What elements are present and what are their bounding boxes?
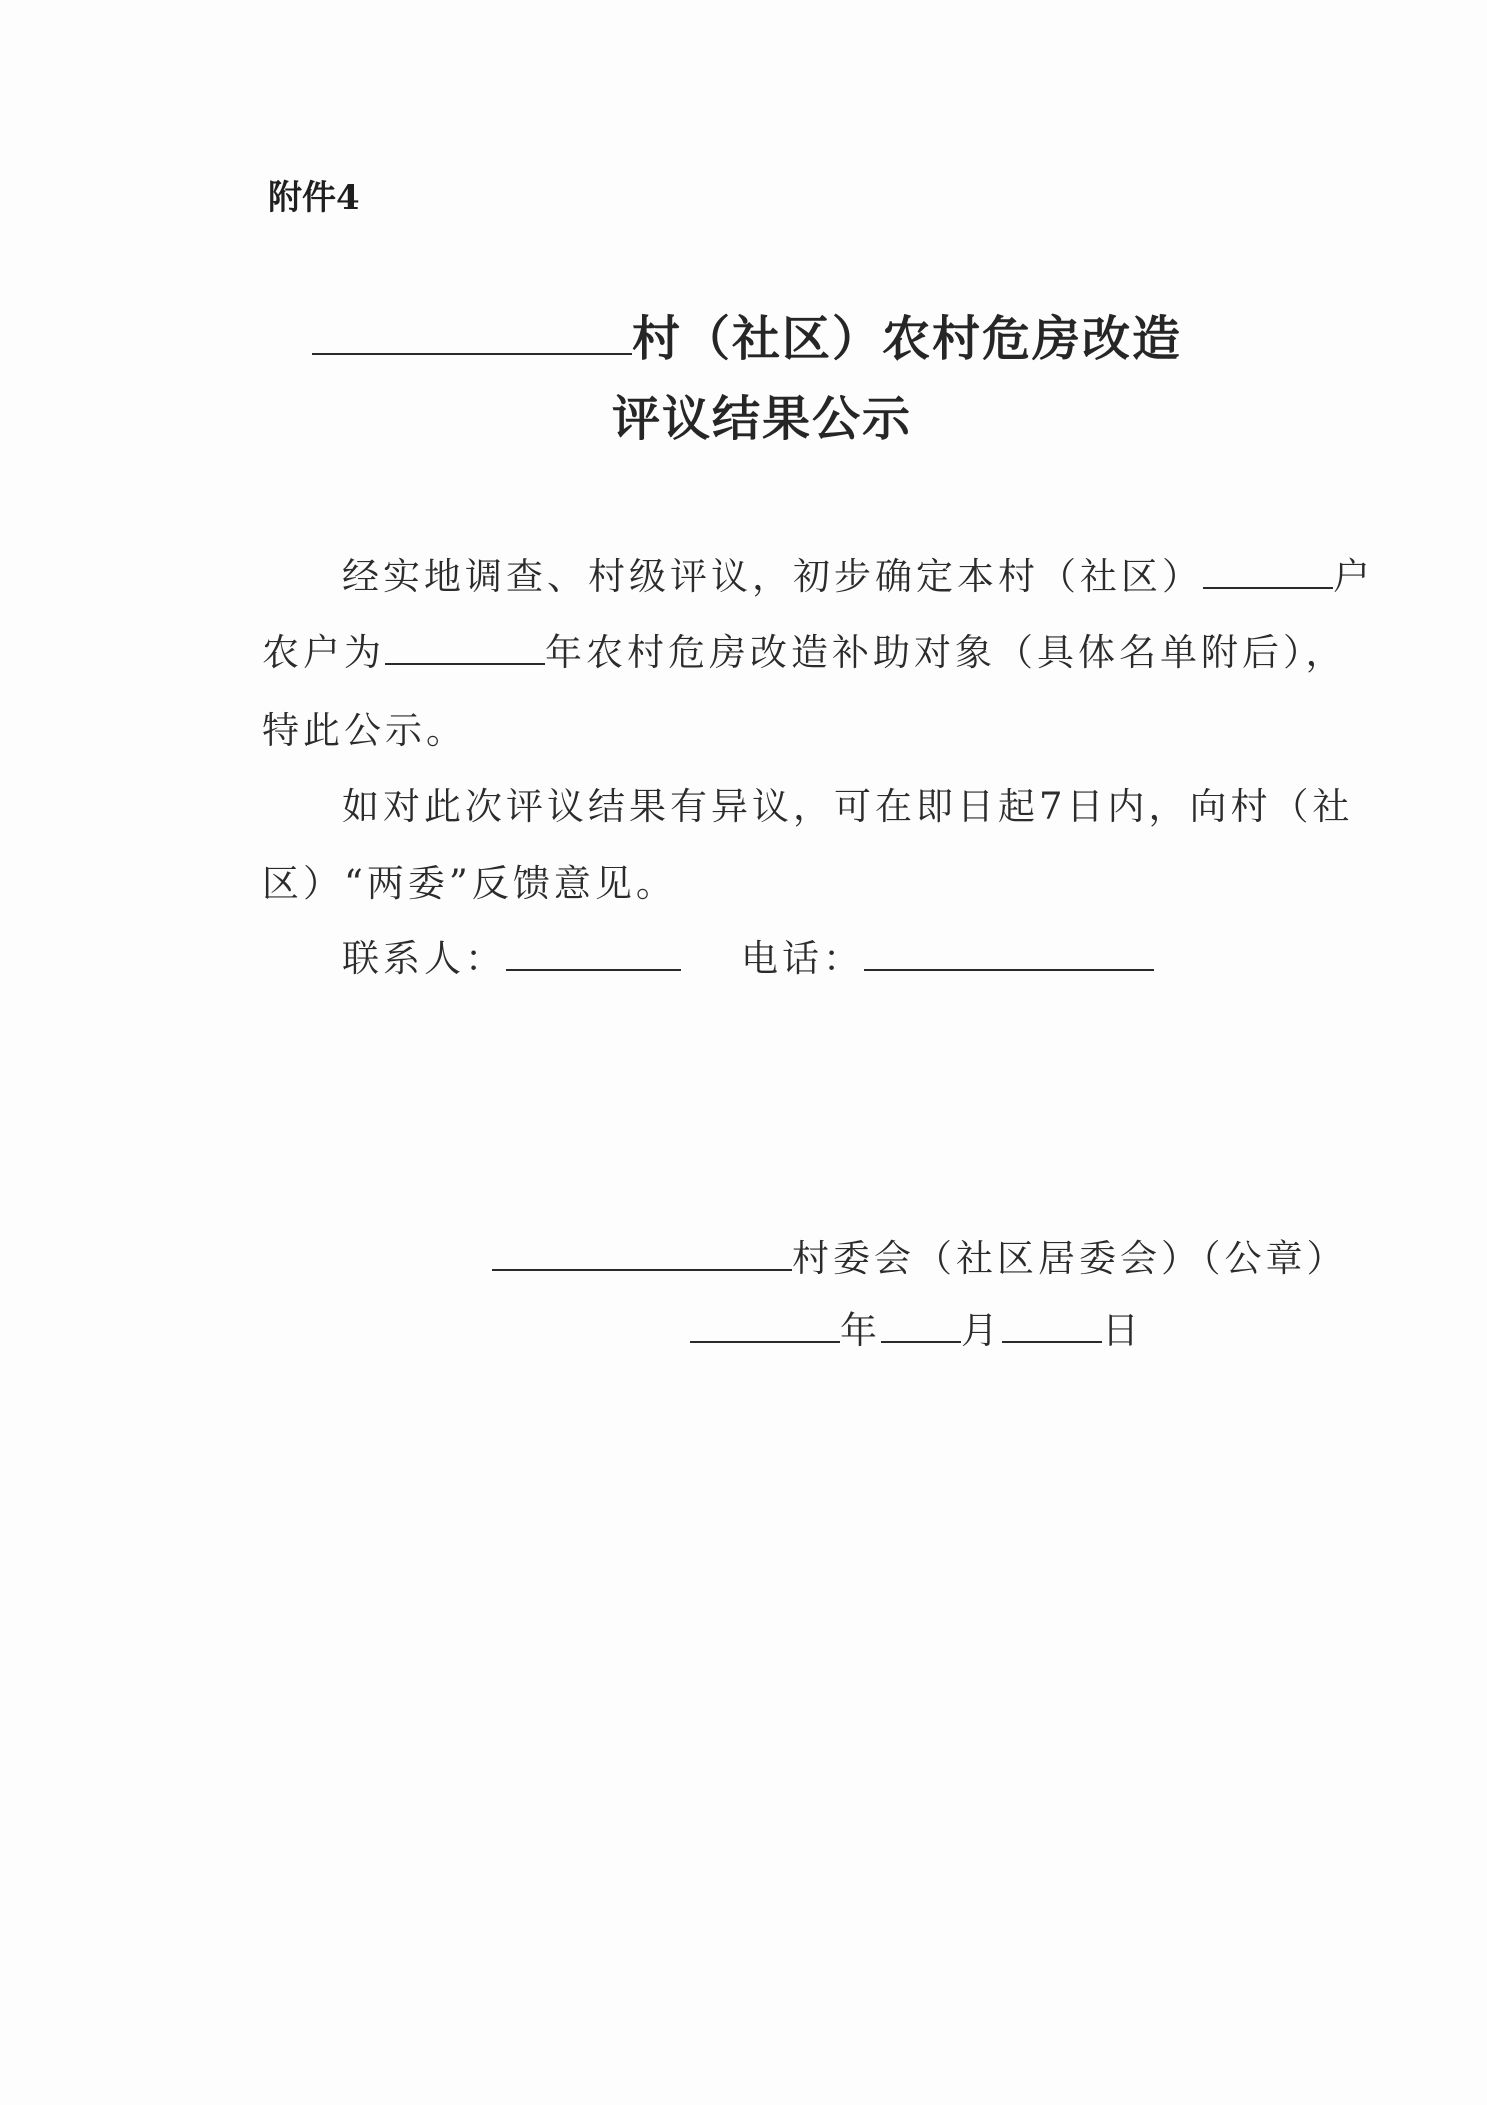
paragraph-1-line-3: 特此公示。 [262,709,467,752]
date-year-blank [690,1304,840,1343]
month-label: 月 [961,1309,1002,1352]
signature-line [492,1228,1348,1282]
p1-line2-text-a: 农户为 [262,631,385,674]
title-line-1 [312,300,1182,369]
year-label: 年 [840,1309,881,1352]
date-day-blank [1002,1304,1102,1343]
title-line-1-text: 村（社区）农村危房改造 [632,311,1183,367]
attachment-label: 附件4 [268,178,360,218]
contact-line [342,928,1154,982]
date-month-blank [881,1304,961,1343]
phone-blank [864,932,1154,971]
year-blank [385,626,545,665]
p1-text-b: 户 [1333,555,1374,598]
household-count-blank [1203,550,1333,589]
contact-blank [506,932,681,971]
paragraph-1-line-1 [342,546,1374,600]
org-label: 村委会（社区居委会）（公章） [792,1237,1348,1280]
paragraph-2-line-2: 区）“两委”反馈意见。 [262,862,677,905]
title-line-2: 评议结果公示 [612,391,913,447]
contact-label: 联系人： [342,937,506,980]
village-name-blank [312,305,632,355]
village-committee-blank [492,1232,792,1271]
phone-label: 电话： [741,937,864,980]
paragraph-1-line-2 [262,622,1347,676]
p1-text-a: 经实地调查、村级评议，初步确定本村（社区） [342,555,1203,598]
p1-line2-text-b: 年农村危房改造补助对象（具体名单附后）， [545,631,1347,674]
paragraph-2-line-1: 如对此次评议结果有异议，可在即日起7日内，向村（社 [342,785,1354,828]
date-line [690,1300,1143,1354]
day-label: 日 [1102,1309,1143,1352]
